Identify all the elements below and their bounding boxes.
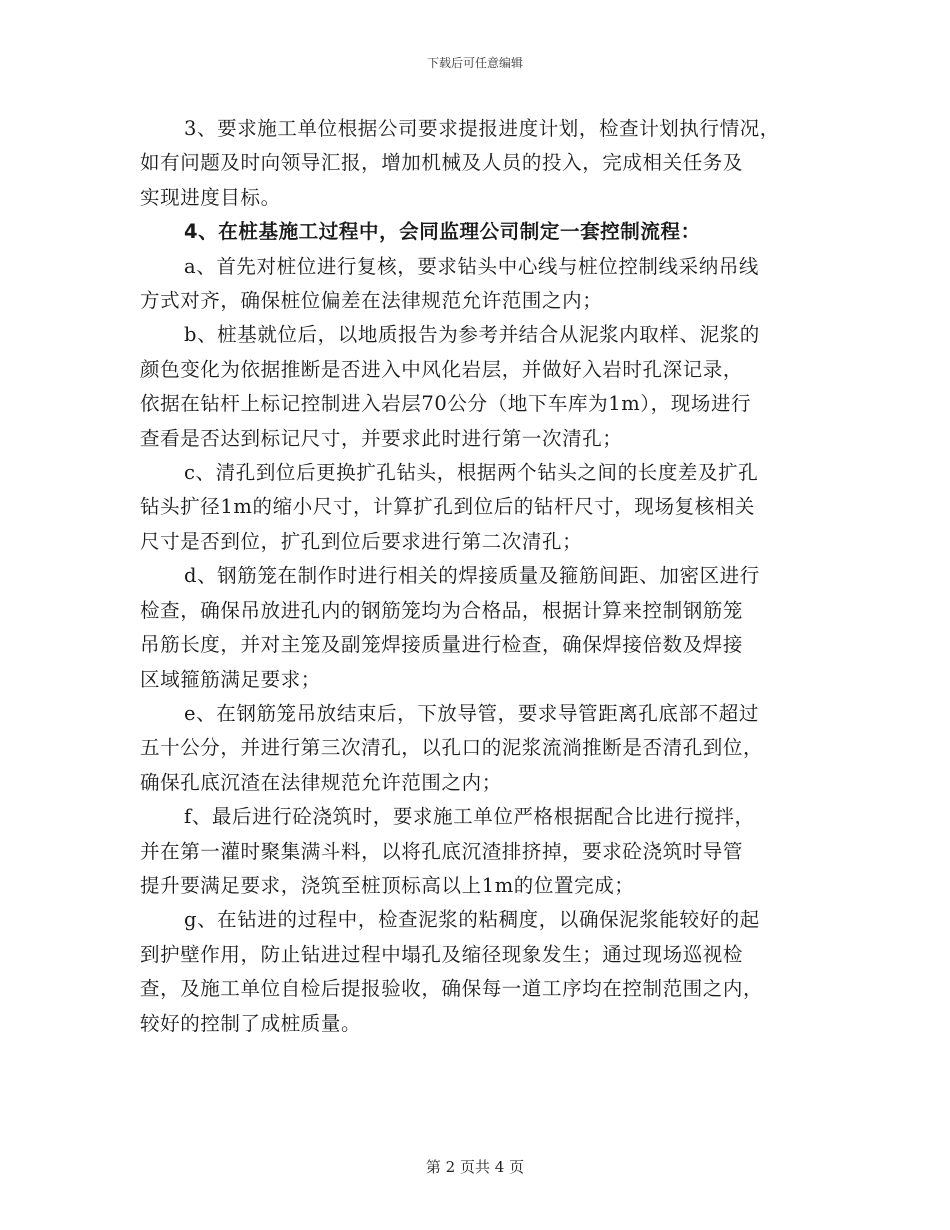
paragraph-progress-plan xyxy=(140,112,820,215)
text-line: a、首先对桩位进行复核，要求钻头中心线与桩位控制线采纳吊线 xyxy=(184,254,760,278)
text-line: b、桩基就位后，以地质报告为参考并结合从泥浆内取样、泥浆的 xyxy=(184,323,760,347)
section-heading-pile-control xyxy=(140,215,820,249)
text-line: 钻头扩径1m的缩小尺寸，计算扩孔到位后的钻杆尺寸，现场复核相关 xyxy=(140,495,755,519)
text-line: g、在钻进的过程中，检查泥浆的粘稠度，以确保泥浆能较好的起 xyxy=(184,908,760,932)
text-line: 查看是否达到标记尺寸，并要求此时进行第一次清孔； xyxy=(140,426,623,450)
page-number-footer: 第 2 页共 4 页 xyxy=(425,1158,525,1176)
text-line: f、最后进行砼浇筑时，要求施工单位严格根据配合比进行搅拌， xyxy=(184,805,755,829)
text-line: 实现进度目标。 xyxy=(140,185,281,209)
paragraph-item-f xyxy=(140,800,820,903)
text-line: c、清孔到位后更换扩孔钻头，根据两个钻头之间的长度差及扩孔 xyxy=(184,461,759,485)
text-line: 较好的控制了成桩质量。 xyxy=(140,1011,362,1035)
text-line: 吊筋长度，并对主笼及副笼焊接质量进行检查，确保焊接倍数及焊接 xyxy=(140,633,744,657)
paragraph-item-d xyxy=(140,559,820,697)
text-line: 提升要满足要求，浇筑至桩顶标高以上1m的位置完成； xyxy=(140,873,635,897)
paragraph-item-g xyxy=(140,903,820,1041)
text-line: 4、在桩基施工过程中，会同监理公司制定一套控制流程： xyxy=(184,220,701,244)
paragraph-item-c xyxy=(140,456,820,559)
text-line: 确保孔底沉渣在法律规范允许范围之内； xyxy=(140,770,502,794)
text-line: 检查，确保吊放进孔内的钢筋笼均为合格品，根据计算来控制钢筋笼 xyxy=(140,598,744,622)
text-line: e、在钢筋笼吊放结束后，下放导管，要求导管距离孔底部不超过 xyxy=(184,701,759,725)
text-line: 查，及施工单位自检后提报验收，确保每一道工序均在控制范围之内， xyxy=(140,977,764,1001)
text-line: 尺寸是否到位，扩孔到位后要求进行第二次清孔； xyxy=(140,529,583,553)
page-header: 下载后可任意编辑 xyxy=(426,56,523,70)
text-line: 3、要求施工单位根据公司要求提报进度计划，检查计划执行情况， xyxy=(184,117,780,140)
text-line: 五十公分，并进行第三次清孔，以孔口的泥浆流淌推断是否清孔到位， xyxy=(140,736,764,760)
text-line: 方式对齐，确保桩位偏差在法律规范允许范围之内； xyxy=(140,289,603,313)
text-line: 依据在钻杆上标记控制进入岩层70公分（地下车库为1m），现场进行 xyxy=(140,392,752,416)
text-line: 如有问题及时向领导汇报，增加机械及人员的投入，完成相关任务及 xyxy=(140,151,744,175)
text-line: 颜色变化为依据推断是否进入中风化岩层，并做好入岩时孔深记录， xyxy=(140,357,744,381)
text-line: 区域箍筋满足要求； xyxy=(140,667,321,691)
paragraph-item-e xyxy=(140,697,820,800)
text-line: 到护壁作用，防止钻进过程中塌孔及缩径现象发生；通过现场巡视检 xyxy=(140,942,744,966)
paragraph-item-a xyxy=(140,250,820,319)
paragraph-item-b xyxy=(140,318,820,456)
document-body xyxy=(140,112,820,1041)
text-line: 并在第一灌时聚集满斗料，以将孔底沉渣排挤掉，要求砼浇筑时导管 xyxy=(140,839,744,863)
text-line: d、钢筋笼在制作时进行相关的焊接质量及箍筋间距、加密区进行 xyxy=(184,564,760,588)
